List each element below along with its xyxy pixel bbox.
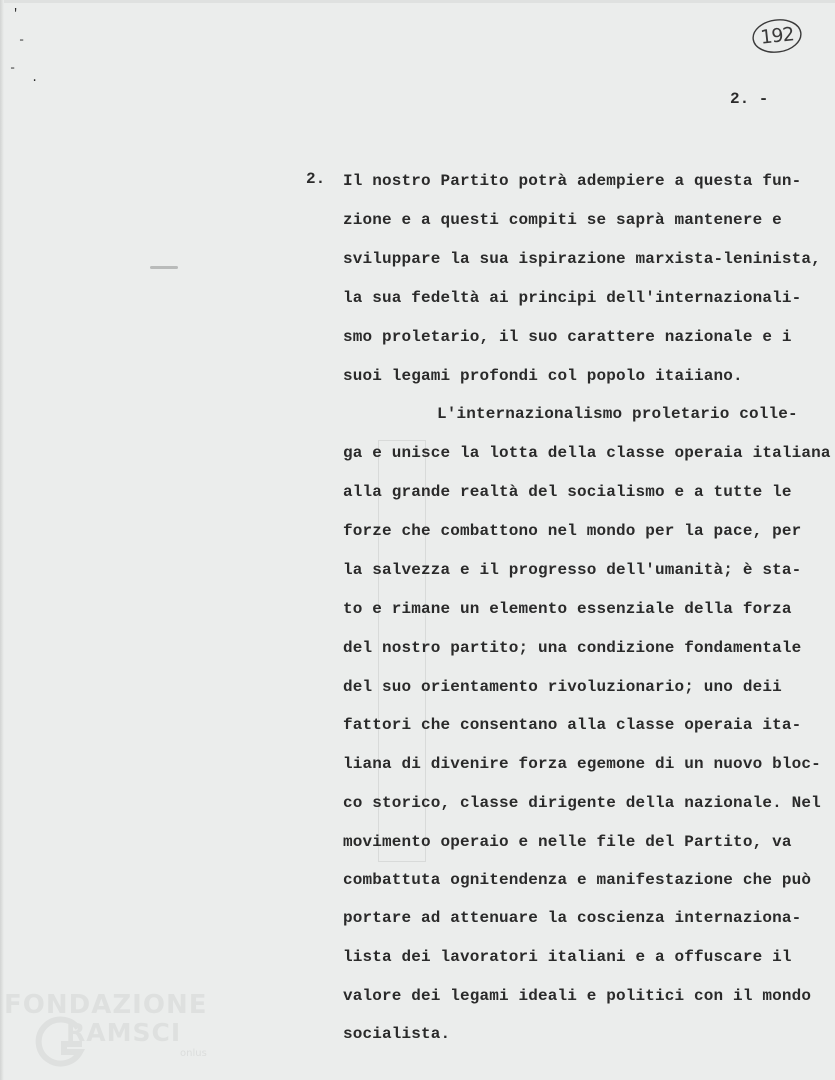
text-line: liana di divenire forza egemone di un nuovo bloc- <box>343 755 821 773</box>
text-line: del suo orientamento rivoluzionario; uno deii <box>343 678 782 696</box>
text-line: del nostro partito; una condizione fondamentale <box>343 639 802 657</box>
text-line: lista dei lavoratori italiani e a offuscare il <box>343 948 792 966</box>
text-line: combattuta ognitendenza e manifestazione che può <box>343 871 812 889</box>
text-line: movimento operaio e nelle file del Partito, va <box>343 833 792 851</box>
text-line: sviluppare la sua ispirazione marxista-leninista, <box>343 250 821 268</box>
text-line: smo proletario, il suo carattere nazionale e i <box>343 328 792 346</box>
stamp-number: 192 <box>759 23 795 49</box>
margin-mark: ' <box>12 7 20 21</box>
text-line: la sua fedeltà ai principi dell'internazionali- <box>343 289 802 307</box>
page-top-edge <box>0 0 835 3</box>
page-left-edge <box>0 0 4 1080</box>
margin-mark: - <box>9 61 17 75</box>
text-line: suoi legami profondi col popolo itaiiano. <box>343 367 743 385</box>
watermark-title: FONDAZIONE <box>4 990 208 1020</box>
text-line: to e rimane un elemento essenziale della forza <box>343 600 792 618</box>
text-line: portare ad attenuare la coscienza internaziona- <box>343 909 802 927</box>
text-line: socialista. <box>343 1025 451 1043</box>
text-line: co storico, classe dirigente della nazionale. Nel <box>343 794 821 812</box>
text-line: fattori che consentano alla classe operaia ita- <box>343 716 802 734</box>
text-line: zione e a questi compiti se saprà mantenere e <box>343 211 782 229</box>
watermark-onlus: onlus <box>180 1048 207 1059</box>
archive-page-stamp <box>751 17 803 55</box>
text-line: Il nostro Partito potrà adempiere a questa fun- <box>343 172 802 190</box>
text-line: alla grande realtà del socialismo e a tutte le <box>343 483 792 501</box>
fondazione-gramsci-watermark <box>4 990 214 1075</box>
text-line: forze che combattono nel mondo per la pace, per <box>343 522 802 540</box>
watermark-subtitle: RAMSCI <box>66 1018 182 1047</box>
text-line: la salvezza e il progresso dell'umanità; è sta- <box>343 561 802 579</box>
ink-smudge <box>150 266 178 269</box>
text-line: L'internazionalismo proletario colle- <box>437 405 798 423</box>
text-line: valore dei legami ideali e politici con il mondo <box>343 987 812 1005</box>
paragraph-number: 2. <box>306 170 326 188</box>
page-number: 2. - <box>730 90 769 108</box>
margin-mark: - <box>18 33 26 47</box>
text-line: ga e unisce la lotta della classe operaia italiana <box>343 444 831 462</box>
margin-mark: . <box>31 71 39 85</box>
